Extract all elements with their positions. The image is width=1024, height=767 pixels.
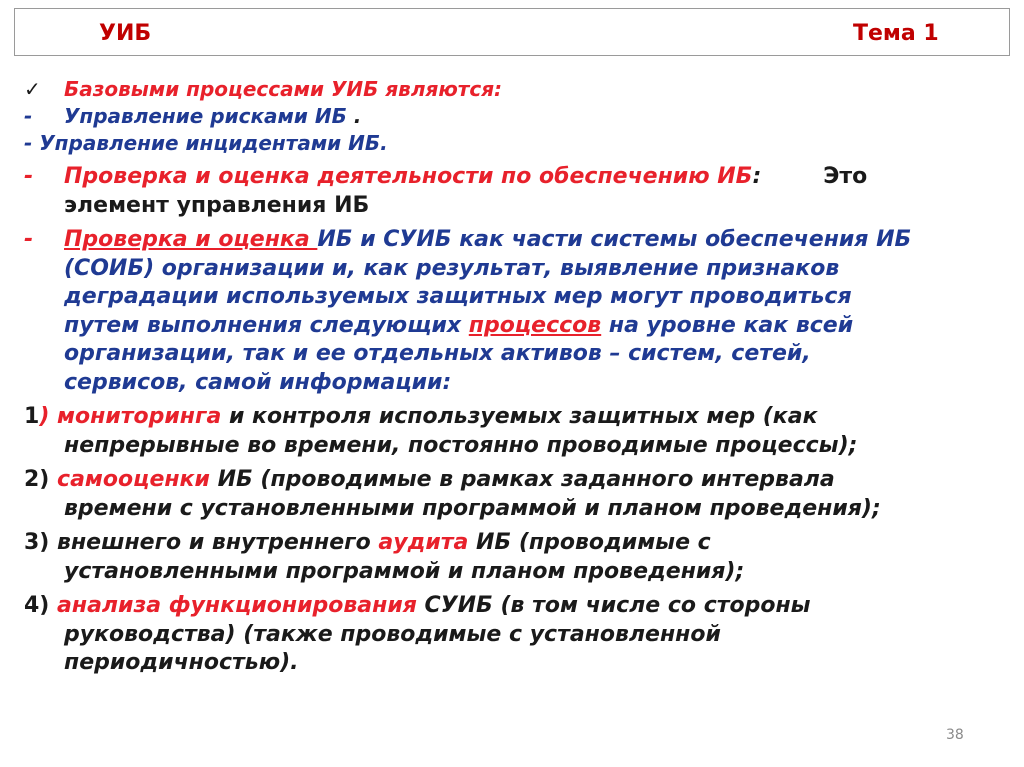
list-dash: - <box>24 164 34 189</box>
intro-line: ✓ Базовыми процессами УИБ являются: - Управление рисками ИБ . - Управление инцидентами ИБ. <box>24 76 999 157</box>
list-item: 3) внешнего и внутреннего аудита ИБ (проводимые с установленными программой и планом проведения); <box>24 530 745 584</box>
item-check-text: Проверка и оценка деятельности по обеспечению ИБ <box>64 164 753 189</box>
item-audit: - Проверка и оценка ИБ и СУИБ как части системы обеспечения ИБ (СОИБ) организации и, как результат, выявление признаков деградации используемых защитных мер могут проводиться путем выполнения следующих процессов на уровне как всей организации, так и ее отдельных активов – систем, сетей, сервисов, самой информации: <box>24 227 912 395</box>
monitoring-keyword: мониторинга <box>49 404 222 429</box>
self-assessment-keyword: самооценки <box>49 467 210 492</box>
item-risks-text: Управление рисками ИБ <box>64 104 347 128</box>
item-audit-lead: Проверка и оценка <box>64 227 318 252</box>
checkmark-icon: ✓ <box>24 77 41 101</box>
list-dash: - <box>24 104 33 128</box>
item-check: - Проверка и оценка деятельности по обеспечению ИБ: Это элемент управления ИБ <box>24 164 868 218</box>
slide-body <box>24 76 999 678</box>
list-dash: - <box>24 227 34 252</box>
item-incidents-text: - Управление инцидентами ИБ. <box>24 131 388 155</box>
audit-keyword: аудита <box>378 530 469 555</box>
analysis-keyword: анализа функционирования <box>49 593 417 618</box>
intro-text: Базовыми процессами УИБ являются: <box>64 77 503 101</box>
topic-label: Тема 1 <box>853 21 939 46</box>
header-bar <box>14 8 1010 56</box>
page-title: УИБ <box>99 21 152 46</box>
slide-number: 38 <box>946 727 964 743</box>
processes-keyword: процессов <box>468 312 602 338</box>
list-item: 4) анализа функционирования СУИБ (в том числе со стороны руководства) (также проводимые с установленной периодичностью). <box>24 593 811 675</box>
list-item: 2) самооценки ИБ (проводимые в рамках заданного интервала времени с установленными программой и планом проведения); <box>24 467 881 521</box>
list-item: 1) мониторинга и контроля используемых защитных мер (как непрерывные во времени, постоянно проводимые процессы); <box>24 404 858 458</box>
